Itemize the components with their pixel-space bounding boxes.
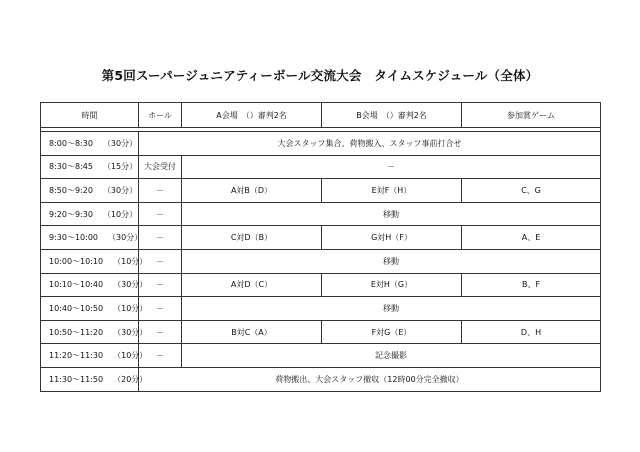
duration: （10分） xyxy=(113,351,148,361)
court-a-cell: A対B（D） xyxy=(182,179,322,203)
court-b-cell: E対F（H） xyxy=(322,179,462,203)
hall-cell: － xyxy=(139,344,182,368)
duration: （30分） xyxy=(102,138,138,148)
duration: （15分） xyxy=(102,162,138,172)
court-a-cell: C対D（B） xyxy=(182,226,322,250)
hall-cell: － xyxy=(139,226,182,250)
hall-cell: － xyxy=(139,179,182,203)
duration: （10分） xyxy=(102,209,138,219)
time-range: 10:40～10:50 xyxy=(49,303,104,313)
duration: （30分） xyxy=(102,185,138,195)
table-row xyxy=(41,344,601,368)
header-participation-game: 参加賞ゲーム xyxy=(462,103,601,128)
hall-cell: 大会受付 xyxy=(139,155,182,179)
table-row xyxy=(41,179,601,203)
game-cell: A、E xyxy=(462,226,601,250)
table-row xyxy=(41,226,601,250)
game-cell: C、G xyxy=(462,179,601,203)
table-row xyxy=(41,367,601,391)
duration: （10分） xyxy=(113,303,148,313)
table-row xyxy=(41,155,601,179)
hall-cell: － xyxy=(139,249,182,273)
court-b-cell: F対G（E） xyxy=(322,320,462,344)
table-header-row xyxy=(41,103,601,128)
table-row xyxy=(41,320,601,344)
duration: （20分） xyxy=(113,374,148,384)
time-range: 11:30～11:50 xyxy=(49,374,104,384)
time-cell xyxy=(41,155,139,179)
court-a-cell: B対C（A） xyxy=(182,320,322,344)
table-row xyxy=(41,249,601,273)
time-range: 9:20～9:30 xyxy=(49,209,93,219)
duration: （10分） xyxy=(113,256,148,266)
span-cell: 記念撮影 xyxy=(182,344,601,368)
hall-cell: － xyxy=(139,320,182,344)
time-cell xyxy=(41,202,139,226)
span-cell: 移動 xyxy=(182,202,601,226)
duration: （30分） xyxy=(113,327,148,337)
time-cell xyxy=(41,226,143,250)
hall-cell: － xyxy=(139,202,182,226)
time-range: 8:00～8:30 xyxy=(49,138,93,148)
schedule-table xyxy=(40,102,601,392)
span-cell: 大会スタッフ集合、荷物搬入、スタッフ事前打合せ xyxy=(139,132,601,156)
time-range: 8:30～8:45 xyxy=(49,162,93,172)
table-row xyxy=(41,132,601,156)
duration: （30分） xyxy=(108,233,143,243)
duration: （30分） xyxy=(113,280,148,290)
court-b-cell: G対H（F） xyxy=(322,226,462,250)
time-range: 8:50～9:20 xyxy=(49,185,93,195)
table-row xyxy=(41,273,601,297)
court-a-cell: A対D（C） xyxy=(182,273,322,297)
header-court-a: A会場 （）審判2名 xyxy=(182,103,322,128)
time-cell xyxy=(41,132,139,156)
header-hall: ホール xyxy=(139,103,182,128)
time-range: 10:50～11:20 xyxy=(49,327,104,337)
court-b-cell: E対H（G） xyxy=(322,273,462,297)
time-range: 10:00～10:10 xyxy=(49,256,104,266)
span-cell: 移動 xyxy=(182,297,601,321)
time-range: 10:10～10:40 xyxy=(49,280,104,290)
game-cell: B、F xyxy=(462,273,601,297)
time-cell xyxy=(41,273,148,297)
span-cell: 荷物搬出、大会スタッフ撤収（12時00分完全撤収） xyxy=(139,367,601,391)
table-row xyxy=(41,202,601,226)
time-cell xyxy=(41,367,148,391)
time-cell xyxy=(41,249,148,273)
table-row xyxy=(41,297,601,321)
time-range: 9:30～10:00 xyxy=(49,233,99,243)
span-cell: 移動 xyxy=(182,249,601,273)
hall-cell: － xyxy=(139,297,182,321)
page-title: 第5回スーパージュニアティーボール交流大会 タイムスケジュール（全体） xyxy=(101,68,539,83)
time-cell xyxy=(41,179,139,203)
header-time: 時間 xyxy=(41,103,139,128)
header-court-b: B会場 （）審判2名 xyxy=(322,103,462,128)
hall-cell: － xyxy=(139,273,182,297)
span-cell: － xyxy=(182,155,601,179)
time-cell xyxy=(41,297,148,321)
time-cell xyxy=(41,320,148,344)
time-range: 11:20～11:30 xyxy=(49,351,104,361)
game-cell: D、H xyxy=(462,320,601,344)
time-cell xyxy=(41,344,148,368)
